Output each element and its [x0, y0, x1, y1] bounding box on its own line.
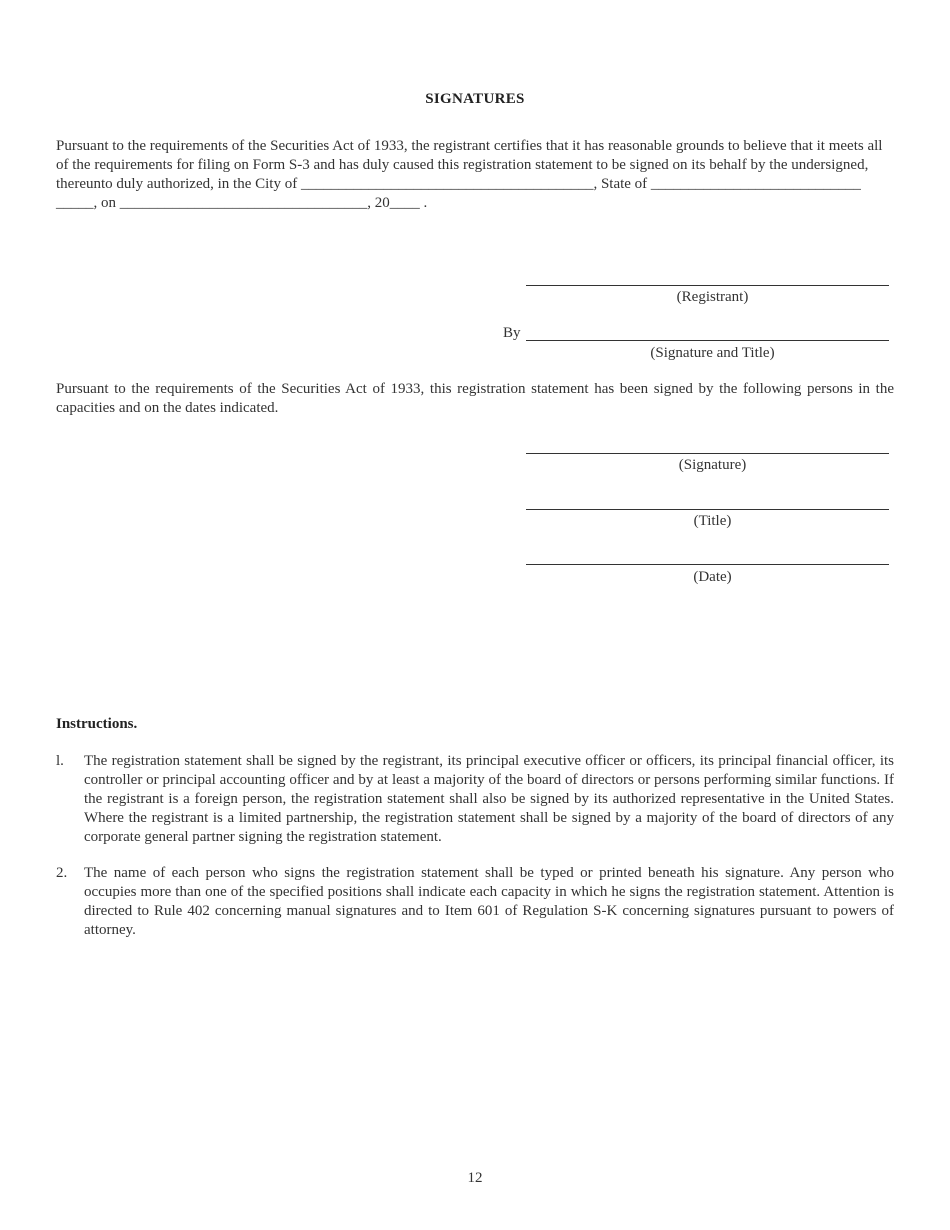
certification-paragraph	[56, 137, 894, 213]
registrant-signature-line[interactable]	[526, 285, 889, 286]
instruction-number: 2.	[56, 865, 68, 881]
page-title: SIGNATURES	[425, 91, 525, 107]
by-signature-line[interactable]	[526, 340, 889, 341]
signature-label: (Signature)	[678, 457, 747, 473]
page-number: 12	[467, 1170, 483, 1186]
registrant-label: (Registrant)	[676, 289, 749, 305]
persons-paragraph: Pursuant to the requirements of the Securities Act of 1933, this registration statement has been signed by the following persons in the capacities and on the dates indicated.	[56, 381, 894, 416]
by-label: By	[503, 325, 521, 341]
person-signature-line[interactable]	[526, 453, 889, 454]
certification-line: Pursuant to the requirements of the Securities Act of 1933, the registrant certifies that it has reasonable grounds to believe that it meets all	[56, 138, 883, 154]
signature-and-title-label: (Signature and Title)	[650, 345, 775, 361]
certification-line: thereunto duly authorized, in the City of _______________________________________, State of ____________________________	[56, 176, 861, 192]
instruction-text: The name of each person who signs the registration statement shall be typed or printed beneath his signature. Any person who occupies more than one of the specified positions shall indicate each capacity in which he signs the registration statement. Attention is directed to Rule 402 concerning manual signatures and to Item 601 of Regulation S-K concerning signatures pursuant to powers of attorney.	[84, 865, 894, 938]
certification-line: of the requirements for filing on Form S-3 and has duly caused this registration statement to be signed on its behalf by the undersigned,	[56, 157, 869, 173]
title-label: (Title)	[693, 513, 732, 529]
instruction-number: l.	[56, 753, 64, 769]
instruction-text: The registration statement shall be signed by the registrant, its principal executive officer or officers, its principal financial officer, its controller or principal accounting officer and by at least a majority of the board of directors or persons performing similar functions. If the registrant is a foreign person, the registration statement shall also be signed by its authorized representative in the United States. Where the registrant is a limited partnership, the registration statement shall be signed by a majority of the board of directors of any corporate general partner signing the registration statement.	[84, 753, 894, 845]
person-date-line[interactable]	[526, 564, 889, 565]
instructions-heading: Instructions.	[56, 716, 138, 732]
certification-date-line: _____, on _________________________________, 20____ .	[56, 195, 428, 211]
date-label: (Date)	[693, 569, 732, 585]
person-title-line[interactable]	[526, 509, 889, 510]
